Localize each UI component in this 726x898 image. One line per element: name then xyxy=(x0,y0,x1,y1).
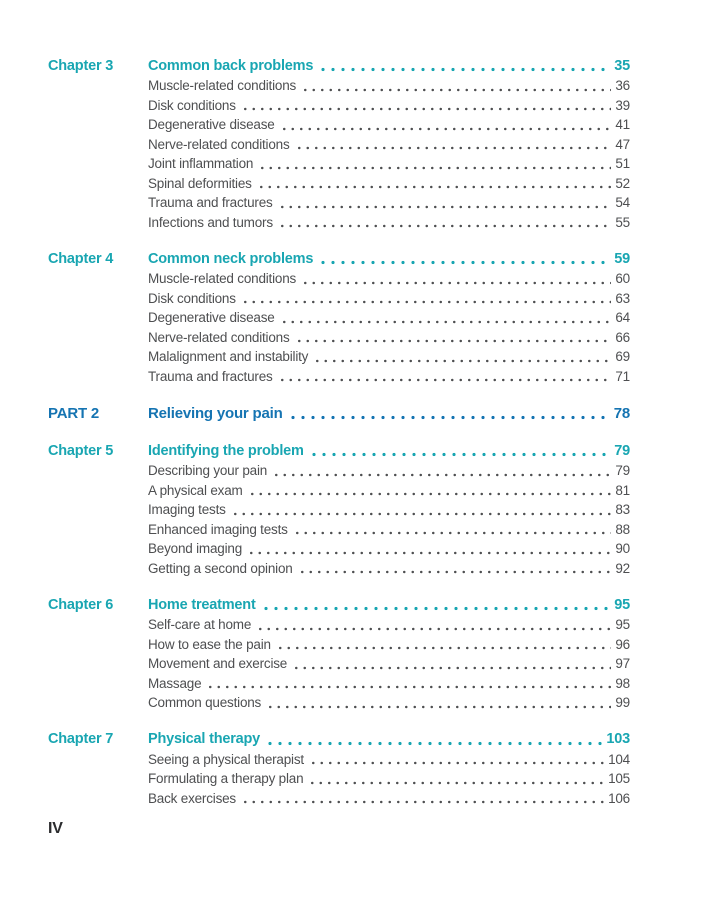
entry-title: Seeing a physical therapist xyxy=(148,751,304,767)
toc-entry-row xyxy=(48,518,630,538)
entry-title: A physical exam xyxy=(148,482,243,498)
entry-page-number: 98 xyxy=(615,675,630,691)
chapter-title: Physical therapy xyxy=(148,731,261,748)
dot-leader xyxy=(280,320,612,324)
toc-entry-row xyxy=(48,557,630,577)
entry-title: Movement and exercise xyxy=(148,656,288,672)
chapter-page-number: 35 xyxy=(614,57,630,74)
entry-page-number: 79 xyxy=(615,463,630,479)
chapter-title: Common neck problems xyxy=(148,250,314,267)
dot-leader xyxy=(256,627,611,631)
toc-entry-row xyxy=(48,326,630,346)
toc-entry-row xyxy=(48,306,630,326)
chapter-label: Chapter 4 xyxy=(48,250,114,267)
entry-title: Degenerative disease xyxy=(148,117,275,133)
entry-page-number: 105 xyxy=(608,771,630,787)
entry-title: Getting a second opinion xyxy=(148,560,293,576)
entry-page-number: 60 xyxy=(615,271,630,287)
page-folio: IV xyxy=(48,820,63,837)
toc-entry-row xyxy=(48,267,630,287)
entry-page-number: 36 xyxy=(615,78,630,94)
dot-leader xyxy=(292,666,611,670)
entry-title: Imaging tests xyxy=(148,502,226,518)
entry-page-number: 104 xyxy=(608,751,630,767)
toc-entry-row xyxy=(48,537,630,557)
chapter-title: Common back problems xyxy=(148,57,314,74)
entry-page-number: 99 xyxy=(615,695,630,711)
entry-title: Formulating a therapy plan xyxy=(148,771,304,787)
entry-title: Muscle-related conditions xyxy=(148,78,297,94)
dot-leader xyxy=(309,761,604,765)
toc-entry-row xyxy=(48,113,630,133)
entry-page-number: 106 xyxy=(608,790,630,806)
chapter-page-number: 103 xyxy=(606,731,630,748)
entry-page-number: 88 xyxy=(615,521,630,537)
dot-leader xyxy=(206,685,611,689)
toc-entry-row xyxy=(48,172,630,192)
toc-section-chapter-5 xyxy=(48,439,630,576)
entry-page-number: 97 xyxy=(615,656,630,672)
toc-entry-row xyxy=(48,191,630,211)
entry-title: Disk conditions xyxy=(148,97,236,113)
toc-section-chapter-4 xyxy=(48,247,630,384)
dot-leader xyxy=(257,185,612,189)
part-title: Relieving your pain xyxy=(148,405,283,423)
part-label: PART 2 xyxy=(48,405,100,423)
entry-page-number: 69 xyxy=(615,349,630,365)
dot-leader xyxy=(231,512,612,516)
entry-title: Back exercises xyxy=(148,790,236,806)
toc-entry-row xyxy=(48,652,630,672)
dot-leader xyxy=(241,800,604,804)
toc-entry-row xyxy=(48,633,630,653)
entry-page-number: 41 xyxy=(615,117,630,133)
dot-leader xyxy=(318,260,610,265)
entry-page-number: 47 xyxy=(615,136,630,152)
toc-entry-row xyxy=(48,767,630,787)
dot-leader xyxy=(295,339,612,343)
entry-title: Joint inflammation xyxy=(148,156,254,172)
dot-leader xyxy=(258,166,611,170)
entry-page-number: 63 xyxy=(615,290,630,306)
entry-title: Trauma and fractures xyxy=(148,195,273,211)
chapter-heading-row xyxy=(48,54,630,74)
dot-leader xyxy=(276,646,612,650)
entry-title: Malalignment and instability xyxy=(148,349,309,365)
dot-leader xyxy=(278,205,612,209)
entry-page-number: 90 xyxy=(615,541,630,557)
entry-page-number: 95 xyxy=(615,617,630,633)
chapter-label: Chapter 5 xyxy=(48,442,114,459)
entry-page-number: 71 xyxy=(615,368,630,384)
dot-leader xyxy=(313,359,611,363)
dot-leader xyxy=(248,492,612,496)
chapter-title: Identifying the problem xyxy=(148,442,304,459)
entry-title: Nerve-related conditions xyxy=(148,329,290,345)
entry-title: Massage xyxy=(148,675,202,691)
entry-page-number: 96 xyxy=(615,636,630,652)
toc-entry-row xyxy=(48,787,630,807)
toc-entry-row xyxy=(48,459,630,479)
entry-title: Trauma and fractures xyxy=(148,368,273,384)
entry-page-number: 39 xyxy=(615,97,630,113)
toc xyxy=(48,54,630,823)
chapter-page-number: 78 xyxy=(613,405,630,423)
entry-page-number: 51 xyxy=(615,156,630,172)
toc-entry-row xyxy=(48,498,630,518)
entry-page-number: 83 xyxy=(615,502,630,518)
chapter-label: Chapter 3 xyxy=(48,57,114,74)
entry-title: Common questions xyxy=(148,695,262,711)
chapter-heading-row xyxy=(48,439,630,459)
chapter-heading-row xyxy=(48,247,630,267)
entry-title: Nerve-related conditions xyxy=(148,136,290,152)
entry-title: Beyond imaging xyxy=(148,541,243,557)
entry-title: Self-care at home xyxy=(148,617,252,633)
toc-section-chapter-6 xyxy=(48,593,630,711)
dot-leader xyxy=(318,67,610,72)
dot-leader xyxy=(278,224,612,228)
dot-leader xyxy=(261,606,611,611)
dot-leader xyxy=(298,570,612,574)
entry-title: Describing your pain xyxy=(148,463,268,479)
toc-entry-row xyxy=(48,211,630,231)
dot-leader xyxy=(278,378,612,382)
entry-title: How to ease the pain xyxy=(148,636,271,652)
dot-leader xyxy=(295,146,612,150)
toc-section-chapter-7 xyxy=(48,728,630,807)
entry-page-number: 55 xyxy=(615,214,630,230)
entry-title: Enhanced imaging tests xyxy=(148,521,288,537)
entry-page-number: 92 xyxy=(615,560,630,576)
entry-title: Infections and tumors xyxy=(148,214,273,230)
entry-page-number: 64 xyxy=(615,310,630,326)
chapter-heading-row xyxy=(48,593,630,613)
chapter-page-number: 95 xyxy=(614,596,630,613)
dot-leader xyxy=(308,781,604,785)
toc-section-chapter-3 xyxy=(48,54,630,230)
toc-entry-row xyxy=(48,748,630,768)
toc-entry-row xyxy=(48,152,630,172)
toc-entry-row xyxy=(48,613,630,633)
part-heading-row xyxy=(48,401,630,422)
chapter-title: Home treatment xyxy=(148,596,256,613)
toc-entry-row xyxy=(48,345,630,365)
entry-title: Muscle-related conditions xyxy=(148,271,297,287)
chapter-heading-row xyxy=(48,728,630,748)
dot-leader xyxy=(288,415,610,420)
dot-leader xyxy=(272,473,611,477)
toc-section-part-2 xyxy=(48,401,630,422)
toc-entry-row xyxy=(48,479,630,499)
toc-entry-row xyxy=(48,74,630,94)
dot-leader xyxy=(266,705,611,709)
toc-entry-row xyxy=(48,365,630,385)
entry-page-number: 81 xyxy=(615,482,630,498)
chapter-page-number: 79 xyxy=(614,442,630,459)
dot-leader xyxy=(301,88,611,92)
chapter-page-number: 59 xyxy=(614,250,630,267)
dot-leader xyxy=(247,551,611,555)
toc-entry-row xyxy=(48,287,630,307)
dot-leader xyxy=(280,127,612,131)
entry-title: Degenerative disease xyxy=(148,310,275,326)
toc-entry-row xyxy=(48,672,630,692)
dot-leader xyxy=(241,300,612,304)
entry-title: Spinal deformities xyxy=(148,175,252,191)
entry-title: Disk conditions xyxy=(148,290,236,306)
toc-entry-row xyxy=(48,94,630,114)
entry-page-number: 54 xyxy=(615,195,630,211)
dot-leader xyxy=(301,281,611,285)
dot-leader xyxy=(293,531,612,535)
chapter-label: Chapter 6 xyxy=(48,596,114,613)
entry-page-number: 52 xyxy=(615,175,630,191)
chapter-label: Chapter 7 xyxy=(48,731,114,748)
toc-entry-row xyxy=(48,691,630,711)
toc-entry-row xyxy=(48,133,630,153)
dot-leader xyxy=(241,107,612,111)
dot-leader xyxy=(265,741,602,746)
entry-page-number: 66 xyxy=(615,329,630,345)
dot-leader xyxy=(309,452,611,457)
